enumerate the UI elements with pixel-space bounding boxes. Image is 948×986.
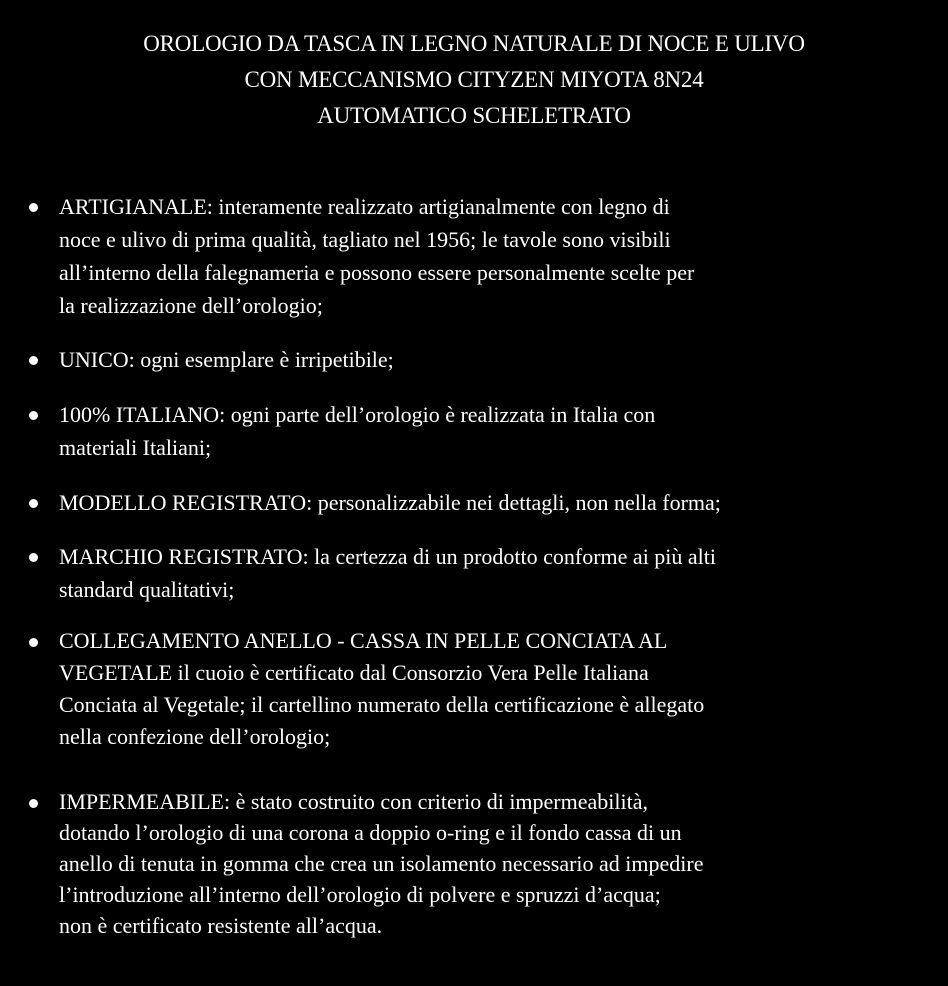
text-line: UNICO: ogni esemplare è irripetibile; <box>59 347 394 372</box>
text-line: ARTIGIANALE: interamente realizzato artigianalmente con legno di <box>59 194 670 219</box>
bullet-icon <box>29 499 38 508</box>
bullet-icon <box>29 799 38 808</box>
text-line: all’interno della falegnameria e possono essere personalmente scelte per <box>59 260 695 285</box>
text-line: l’introduzione all’interno dell’orologio di polvere e spruzzi d’acqua; <box>59 882 661 907</box>
bullet-icon <box>29 638 38 647</box>
list-item-text <box>59 625 939 753</box>
text-line: anello di tenuta in gomma che crea un isolamento necessario ad impedire <box>59 851 704 876</box>
text-line: materiali Italiani; <box>59 435 212 460</box>
bullet-icon <box>29 203 38 212</box>
text-line: Conciata al Vegetale; il cartellino numerato della certificazione è allegato <box>59 692 705 717</box>
text-line: standard qualitativi; <box>59 577 235 602</box>
list-item-text <box>59 343 939 376</box>
list-item-text <box>59 190 939 322</box>
text-line: non è certificato resistente all’acqua. <box>59 913 383 938</box>
list-item-text <box>59 786 939 941</box>
title-line: CON MECCANISMO CITYZEN MIYOTA 8N24 <box>244 67 704 92</box>
bullet-icon <box>29 553 38 562</box>
text-line: COLLEGAMENTO ANELLO - CASSA IN PELLE CONCIATA AL <box>59 628 668 653</box>
text-line: dotando l’orologio di una corona a doppio o-ring e il fondo cassa di un <box>59 820 682 845</box>
text-line: la realizzazione dell’orologio; <box>59 293 323 318</box>
text-line: MARCHIO REGISTRATO: la certezza di un prodotto conforme ai più alti <box>59 544 717 569</box>
list-item-text <box>59 398 939 464</box>
text-line: IMPERMEABILE: è stato costruito con criterio di impermeabilità, <box>59 789 648 814</box>
title-line: OROLOGIO DA TASCA IN LEGNO NATURALE DI NOCE E ULIVO <box>143 31 805 56</box>
title-line: AUTOMATICO SCHELETRATO <box>317 103 631 128</box>
text-line: nella confezione dell’orologio; <box>59 724 331 749</box>
text-line: VEGETALE il cuoio è certificato dal Consorzio Vera Pelle Italiana <box>59 660 649 685</box>
text-line: MODELLO REGISTRATO: personalizzabile nei dettagli, non nella forma; <box>59 490 721 515</box>
text-line: 100% ITALIANO: ogni parte dell’orologio è realizzata in Italia con <box>59 402 656 427</box>
text-line: noce e ulivo di prima qualità, tagliato nel 1956; le tavole sono visibili <box>59 227 671 252</box>
list-item-text <box>59 540 939 606</box>
bullet-icon <box>29 356 38 365</box>
list-item-text <box>59 486 939 519</box>
bullet-icon <box>29 411 38 420</box>
